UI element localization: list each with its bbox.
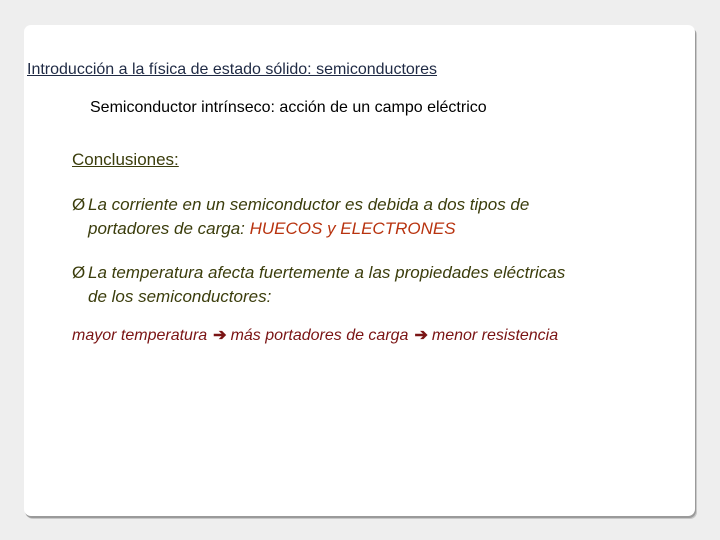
slide-subtitle: Semiconductor intrínseco: acción de un campo eléctrico <box>90 99 487 116</box>
chain-part-resistance: menor resistencia <box>431 327 559 344</box>
bullet-text: La temperatura afecta fuertemente a las propiedades eléctricas <box>88 263 566 282</box>
slide-title: Introducción a la física de estado sólido: semiconductores <box>27 61 438 78</box>
bullet-temperature <box>72 261 697 309</box>
bullet-arrow-icon: Ø <box>72 195 86 214</box>
right-arrow-icon: ➔ <box>213 327 227 344</box>
bullet-current-carriers <box>72 193 697 241</box>
bullet-text: de los semiconductores: <box>88 287 272 306</box>
conclusions-heading: Conclusiones: <box>72 150 179 169</box>
bullet-line <box>72 217 697 241</box>
bullet-text: portadores de carga: <box>88 219 250 238</box>
bullet-line <box>72 193 697 217</box>
highlight-text: HUECOS y ELECTRONES <box>249 219 456 238</box>
right-arrow-icon: ➔ <box>414 327 428 344</box>
bullet-line <box>72 261 697 285</box>
bullet-line <box>72 285 697 309</box>
chain-part-carriers: más portadores de carga <box>230 327 409 344</box>
bullet-text: La corriente en un semiconductor es debida a dos tipos de <box>88 195 530 214</box>
causal-chain <box>72 325 558 345</box>
chain-part-temperature: mayor temperatura <box>72 327 208 344</box>
bullet-arrow-icon: Ø <box>72 263 86 282</box>
